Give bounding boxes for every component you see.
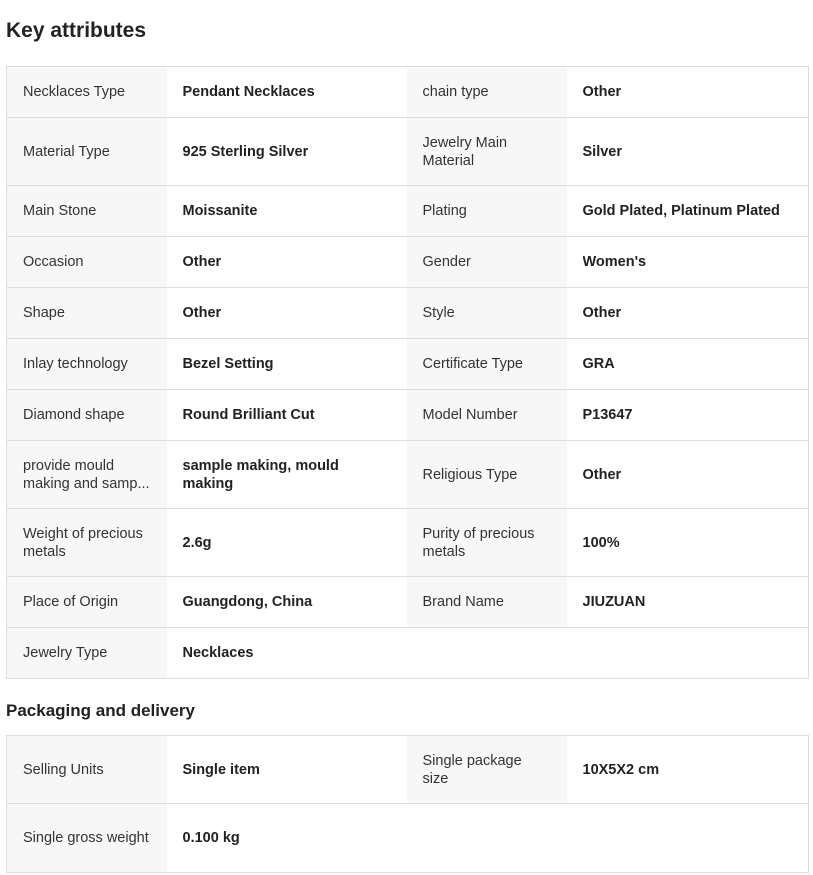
attribute-row xyxy=(7,67,809,118)
packaging-heading: Packaging and delivery xyxy=(6,701,195,720)
attribute-value: Silver xyxy=(567,118,809,186)
attribute-value: Other xyxy=(567,441,809,509)
attribute-row xyxy=(7,186,809,237)
attribute-value: Women's xyxy=(567,237,809,288)
attribute-value: Pendant Necklaces xyxy=(167,67,407,118)
attribute-value: Single item xyxy=(167,736,407,804)
attribute-label: Certificate Type xyxy=(407,339,567,390)
empty-cell xyxy=(567,804,809,873)
attribute-label: provide mould making and samp... xyxy=(7,441,167,509)
attribute-value: GRA xyxy=(567,339,809,390)
attribute-value: Moissanite xyxy=(167,186,407,237)
packaging-table xyxy=(6,735,809,873)
attribute-label: Brand Name xyxy=(407,577,567,628)
attribute-value: Other xyxy=(167,288,407,339)
attribute-value: Necklaces xyxy=(167,628,407,679)
attribute-label: Selling Units xyxy=(7,736,167,804)
attribute-label: Gender xyxy=(407,237,567,288)
attribute-value: Gold Plated, Platinum Plated xyxy=(567,186,809,237)
attribute-value: JIUZUAN xyxy=(567,577,809,628)
attribute-label: Main Stone xyxy=(7,186,167,237)
attribute-label: Single gross weight xyxy=(7,804,167,873)
attribute-value: Other xyxy=(167,237,407,288)
attribute-value: 100% xyxy=(567,509,809,577)
attribute-row xyxy=(7,237,809,288)
empty-cell xyxy=(407,628,567,679)
attribute-row xyxy=(7,628,809,679)
attribute-value: Other xyxy=(567,288,809,339)
attribute-value: Bezel Setting xyxy=(167,339,407,390)
attribute-label: Style xyxy=(407,288,567,339)
attribute-label: Material Type xyxy=(7,118,167,186)
attribute-row xyxy=(7,288,809,339)
attribute-label: Necklaces Type xyxy=(7,67,167,118)
attribute-label: Weight of precious metals xyxy=(7,509,167,577)
attribute-value: Other xyxy=(567,67,809,118)
attribute-label: Jewelry Main Material xyxy=(407,118,567,186)
attribute-value: P13647 xyxy=(567,390,809,441)
attribute-value: 2.6g xyxy=(167,509,407,577)
attribute-value: 10X5X2 cm xyxy=(567,736,809,804)
attribute-label: Purity of precious metals xyxy=(407,509,567,577)
attribute-label: Religious Type xyxy=(407,441,567,509)
attribute-label: Shape xyxy=(7,288,167,339)
empty-cell xyxy=(567,628,809,679)
attribute-row xyxy=(7,339,809,390)
attribute-row xyxy=(7,804,809,873)
attribute-label: Model Number xyxy=(407,390,567,441)
attribute-row xyxy=(7,577,809,628)
attribute-row xyxy=(7,118,809,186)
attribute-value: Round Brilliant Cut xyxy=(167,390,407,441)
key-attributes-table xyxy=(6,66,809,679)
attribute-value: 925 Sterling Silver xyxy=(167,118,407,186)
attribute-label: Inlay technology xyxy=(7,339,167,390)
attribute-value: Guangdong, China xyxy=(167,577,407,628)
attribute-label: Jewelry Type xyxy=(7,628,167,679)
attribute-row xyxy=(7,509,809,577)
attribute-row xyxy=(7,736,809,804)
empty-cell xyxy=(407,804,567,873)
attribute-label: Place of Origin xyxy=(7,577,167,628)
attribute-row xyxy=(7,441,809,509)
attribute-label: chain type xyxy=(407,67,567,118)
attribute-row xyxy=(7,390,809,441)
attribute-label: Plating xyxy=(407,186,567,237)
attribute-label: Occasion xyxy=(7,237,167,288)
key-attributes-heading: Key attributes xyxy=(6,19,147,42)
attribute-value: sample making, mould making xyxy=(167,441,407,509)
attribute-label: Single package size xyxy=(407,736,567,804)
attribute-value: 0.100 kg xyxy=(167,804,407,873)
attribute-label: Diamond shape xyxy=(7,390,167,441)
